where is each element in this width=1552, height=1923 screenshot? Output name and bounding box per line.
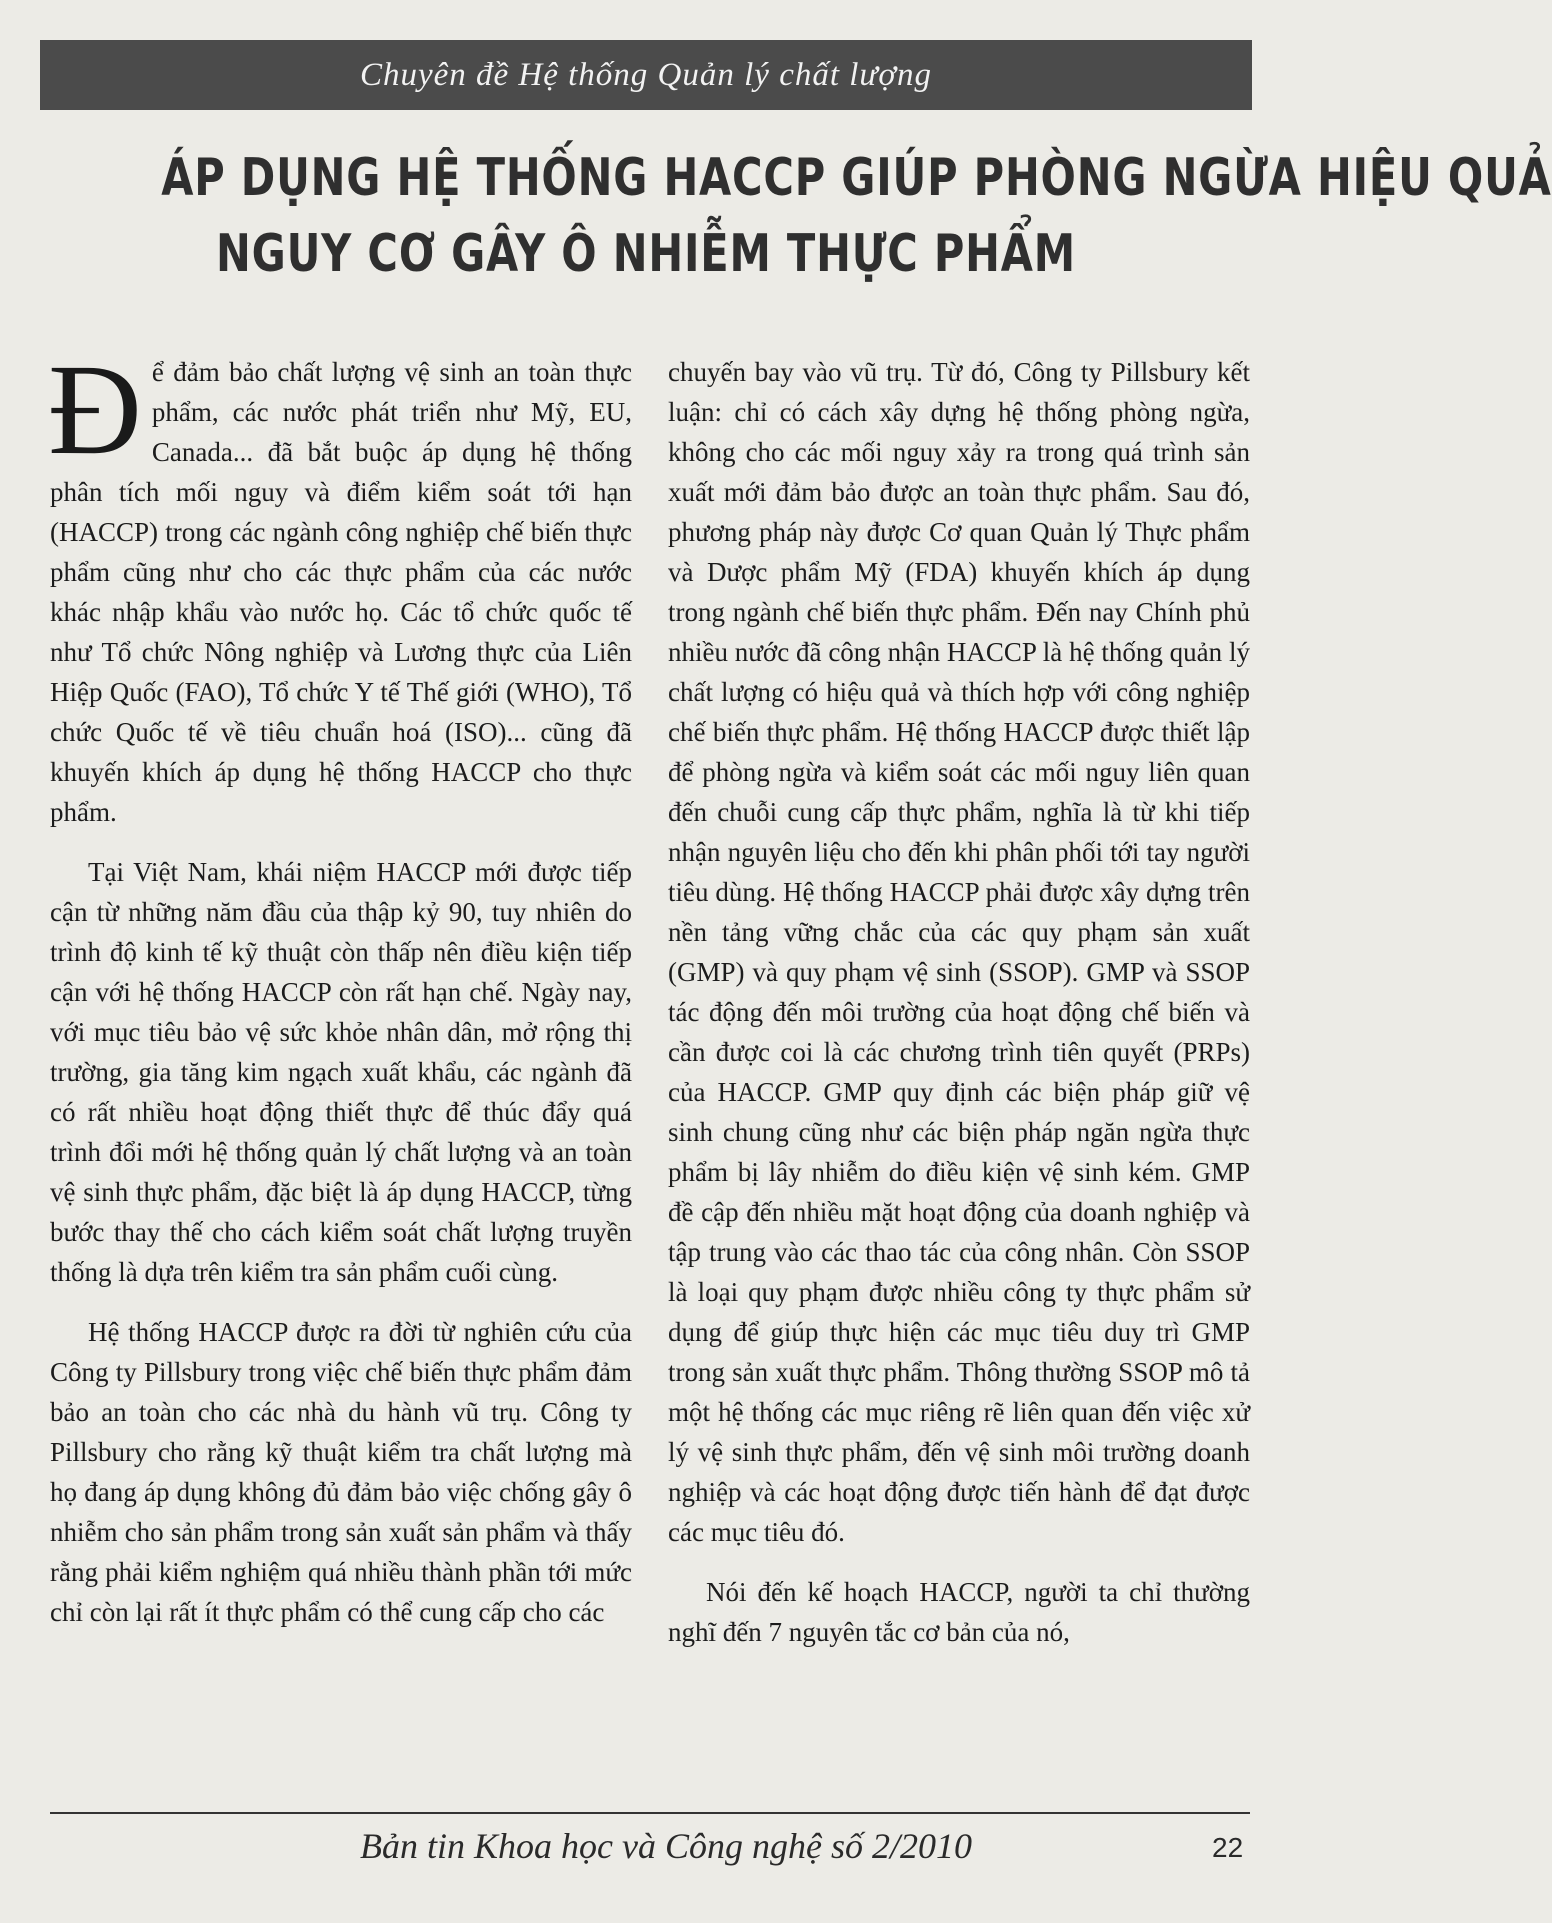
paragraph-1-text: ể đảm bảo chất lượng vệ sinh an toàn thực phẩm, các nước phát triển như Mỹ, EU, Canada... đã bắt buộc áp dụng hệ thống phân tích mối nguy và điểm kiểm soát tới hạn (HACCP) trong các ngành công nghiệp chế biến thực phẩm cũng như cho các thực phẩm của các nước khác nhập khẩu vào nước họ. Các tổ chức quốc tế như Tổ chức Nông nghiệp và Lương thực của Liên Hiệp Quốc (FAO), Tổ chức Y tế Thế giới (WHO), Tổ chức Quốc tế về tiêu chuẩn hoá (ISO)... cũng đã khuyến khích áp dụng hệ thống HACCP cho thực phẩm. — [50, 357, 632, 827]
right-column — [668, 352, 1250, 1672]
article-title — [161, 140, 1552, 292]
paragraph-1 — [48, 338, 632, 832]
footer-publication: Bản tin Khoa học và Công nghệ số 2/2010 — [360, 1826, 972, 1866]
section-title: Chuyên đề Hệ thống Quản lý chất lượng — [359, 56, 933, 93]
paragraph-3-right: chuyến bay vào vũ trụ. Từ đó, Công ty Pillsbury kết luận: chỉ có cách xây dựng hệ thống phòng ngừa, không cho các mối nguy xảy ra trong quá trình sản xuất mới đảm bảo được an toàn thực phẩm. Sau đó, phương pháp này được Cơ quan Quản lý Thực phẩm và Dược phẩm Mỹ (FDA) khuyến khích áp dụng trong ngành chế biến thực phẩm. Đến nay Chính phủ nhiều nước đã công nhận HACCP là hệ thống quản lý chất lượng có hiệu quả và thích hợp với công nghiệp chế biến thực phẩm. Hệ thống HACCP được thiết lập để phòng ngừa và kiểm soát các mối nguy liên quan đến chuỗi cung cấp thực phẩm, nghĩa là từ khi tiếp nhận nguyên liệu cho đến khi phân phối tới tay người tiêu dùng. Hệ thống HACCP phải được xây dựng trên nền tảng vững chắc của các quy phạm sản xuất (GMP) và quy phạm vệ sinh (SSOP). GMP và SSOP tác động đến môi trường của hoạt động chế biến và cần được coi là các chương trình tiên quyết (PRPs) của HACCP. GMP quy định các biện pháp giữ vệ sinh chung cũng như các biện pháp ngăn ngừa thực phẩm bị lây nhiễm do điều kiện vệ sinh kém. GMP đề cập đến nhiều mặt hoạt động của doanh nghiệp và tập trung vào các thao tác của công nhân. Còn SSOP là loại quy phạm được nhiều công ty thực phẩm sử dụng để giúp thực hiện các mục tiêu duy trì GMP trong sản xuất thực phẩm. Thông thường SSOP mô tả một hệ thống các mục riêng rẽ liên quan đến việc xử lý vệ sinh thực phẩm, đến vệ sinh môi trường doanh nghiệp và các hoạt động được tiến hành để đạt được các mục tiêu đó. — [668, 357, 1250, 1547]
left-column — [48, 338, 632, 1652]
paragraph-3-left: Hệ thống HACCP được ra đời từ nghiên cứu của Công ty Pillsbury trong việc chế biến thực phẩm đảm bảo an toàn cho các nhà du hành vũ trụ. Công ty Pillsbury cho rằng kỹ thuật kiểm tra chất lượng mà họ đang áp dụng không đủ đảm bảo việc chống gây ô nhiễm cho sản phẩm trong sản xuất sản phẩm và thấy rằng phải kiểm nghiệm quá nhiều thành phần tới mức chỉ còn lại rất ít thực phẩm có thể cung cấp cho các — [50, 1317, 632, 1627]
article-title-line-2: NGUY CƠ GÂY Ô NHIỄM THỰC PHẨM — [216, 224, 1076, 284]
section-banner — [40, 40, 1252, 110]
paragraph-2: Tại Việt Nam, khái niệm HACCP mới được tiếp cận từ những năm đầu của thập kỷ 90, tuy nhiên do trình độ kinh tế kỹ thuật còn thấp nên điều kiện tiếp cận với hệ thống HACCP còn rất hạn chế. Ngày nay, với mục tiêu bảo vệ sức khỏe nhân dân, mở rộng thị trường, gia tăng kim ngạch xuất khẩu, các ngành đã có rất nhiều hoạt động thiết thực để thúc đẩy quá trình đổi mới hệ thống quản lý chất lượng và an toàn vệ sinh thực phẩm, đặc biệt là áp dụng HACCP, từng bước thay thế cho cách kiểm soát chất lượng truyền thống là dựa trên kiểm tra sản phẩm cuối cùng. — [50, 857, 632, 1287]
page-number: 22 — [1212, 1832, 1244, 1863]
drop-cap: Đ — [48, 338, 142, 482]
footer-divider — [50, 1812, 1250, 1814]
paragraph-4: Nói đến kế hoạch HACCP, người ta chỉ thường nghĩ đến 7 nguyên tắc cơ bản của nó, — [668, 1577, 1250, 1647]
article-title-line-1: ÁP DỤNG HỆ THỐNG HACCP GIÚP PHÒNG NGỪA HIỆU QUẢ — [161, 148, 1552, 208]
